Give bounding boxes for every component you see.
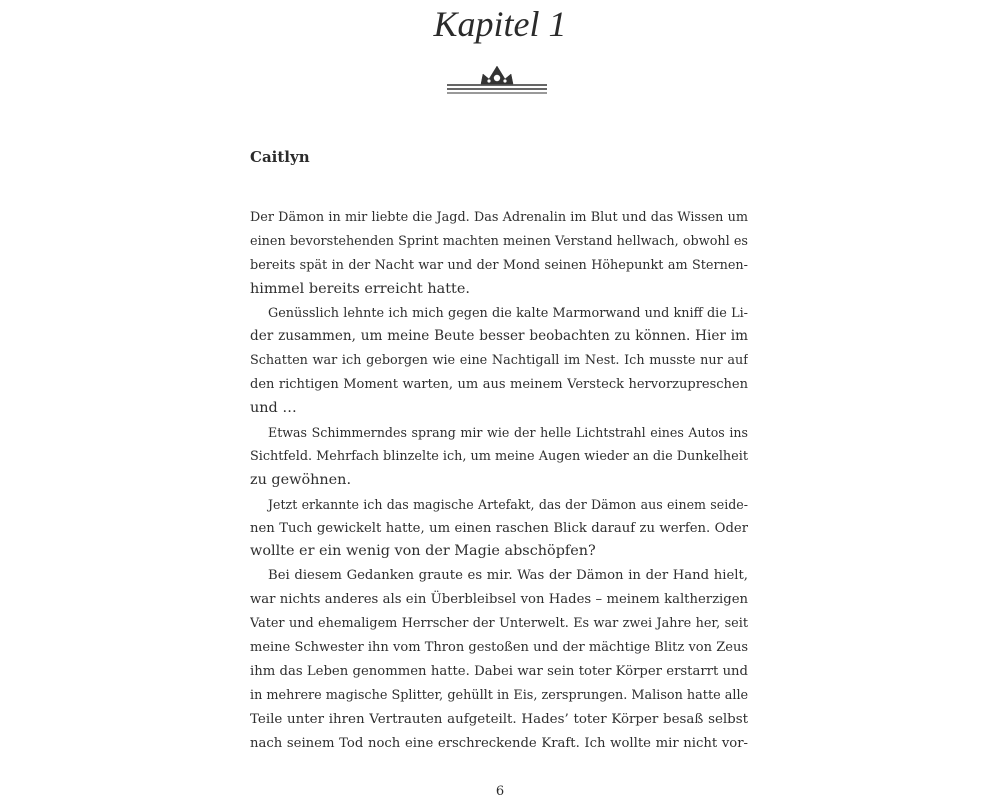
text-line: zu gewöhnen. <box>250 471 352 488</box>
text-line: Sichtfeld. Mehrfach blinzelte ich, um meine Augen wieder an die Dunkelheit <box>250 448 748 464</box>
text-line: wollte er ein wenig von der Magie abschöpfen? <box>250 543 596 560</box>
text-line: und … <box>250 400 297 417</box>
text-line: Jetzt erkannte ich das magische Artefakt, das der Dämon aus einem seide- <box>268 496 748 512</box>
text-line: bereits spät in der Nacht war und der Mond seinen Höhepunkt am Sternen- <box>250 257 748 273</box>
text-line: Etwas Schimmerndes sprang mir wie der helle Lichtstrahl eines Autos ins <box>268 425 748 441</box>
text-line: in mehrere magische Splitter, gehüllt in Eis, zersprungen. Malison hatte alle <box>250 687 748 703</box>
text-line: Schatten war ich geborgen wie eine Nachtigall im Nest. Ich musste nur auf <box>250 353 748 369</box>
text-line: den richtigen Moment warten, um aus meinem Versteck hervorzupreschen <box>250 377 748 393</box>
text-line: nach seinem Tod noch eine erschreckende Kraft. Ich wollte mir nicht vor- <box>250 735 748 751</box>
text-line: einen bevorstehenden Sprint machten meinen Verstand hellwach, obwohl es <box>250 233 748 249</box>
text-line: Vater und ehemaligem Herrscher der Unterwelt. Es war zwei Jahre her, seit <box>250 616 748 632</box>
crown-ornament-icon <box>445 64 549 98</box>
text-line: meine Schwester ihn vom Thron gestoßen und der mächtige Blitz von Zeus <box>250 640 748 656</box>
text-line: nen Tuch gewickelt hatte, um einen raschen Blick darauf zu werfen. Oder <box>250 520 748 536</box>
text-line: ihm das Leben genommen hatte. Dabei war sein toter Körper erstarrt und <box>250 663 748 679</box>
chapter-pov-heading: Caitlyn <box>250 148 310 166</box>
chapter-title: Kapitel 1 <box>433 4 567 44</box>
text-line: Der Dämon in mir liebte die Jagd. Das Adrenalin im Blut und das Wissen um <box>250 210 748 225</box>
page-number: 6 <box>495 784 505 799</box>
text-line: Bei diesem Gedanken graute es mir. Was der Dämon in der Hand hielt, <box>268 568 748 584</box>
text-line: himmel bereits erreicht hatte. <box>250 280 470 297</box>
chapter-body <box>250 206 748 755</box>
text-line: war nichts anderes als ein Überbleibsel von Hades – meinem kaltherzigen <box>250 592 748 608</box>
text-line: Teile unter ihren Vertrauten aufgeteilt. Hades’ toter Körper besaß selbst <box>250 711 748 727</box>
text-line: Genüsslich lehnte ich mich gegen die kalte Marmorwand und kniff die Li- <box>268 305 748 321</box>
text-line: der zusammen, um meine Beute besser beobachten zu können. Hier im <box>250 328 748 345</box>
